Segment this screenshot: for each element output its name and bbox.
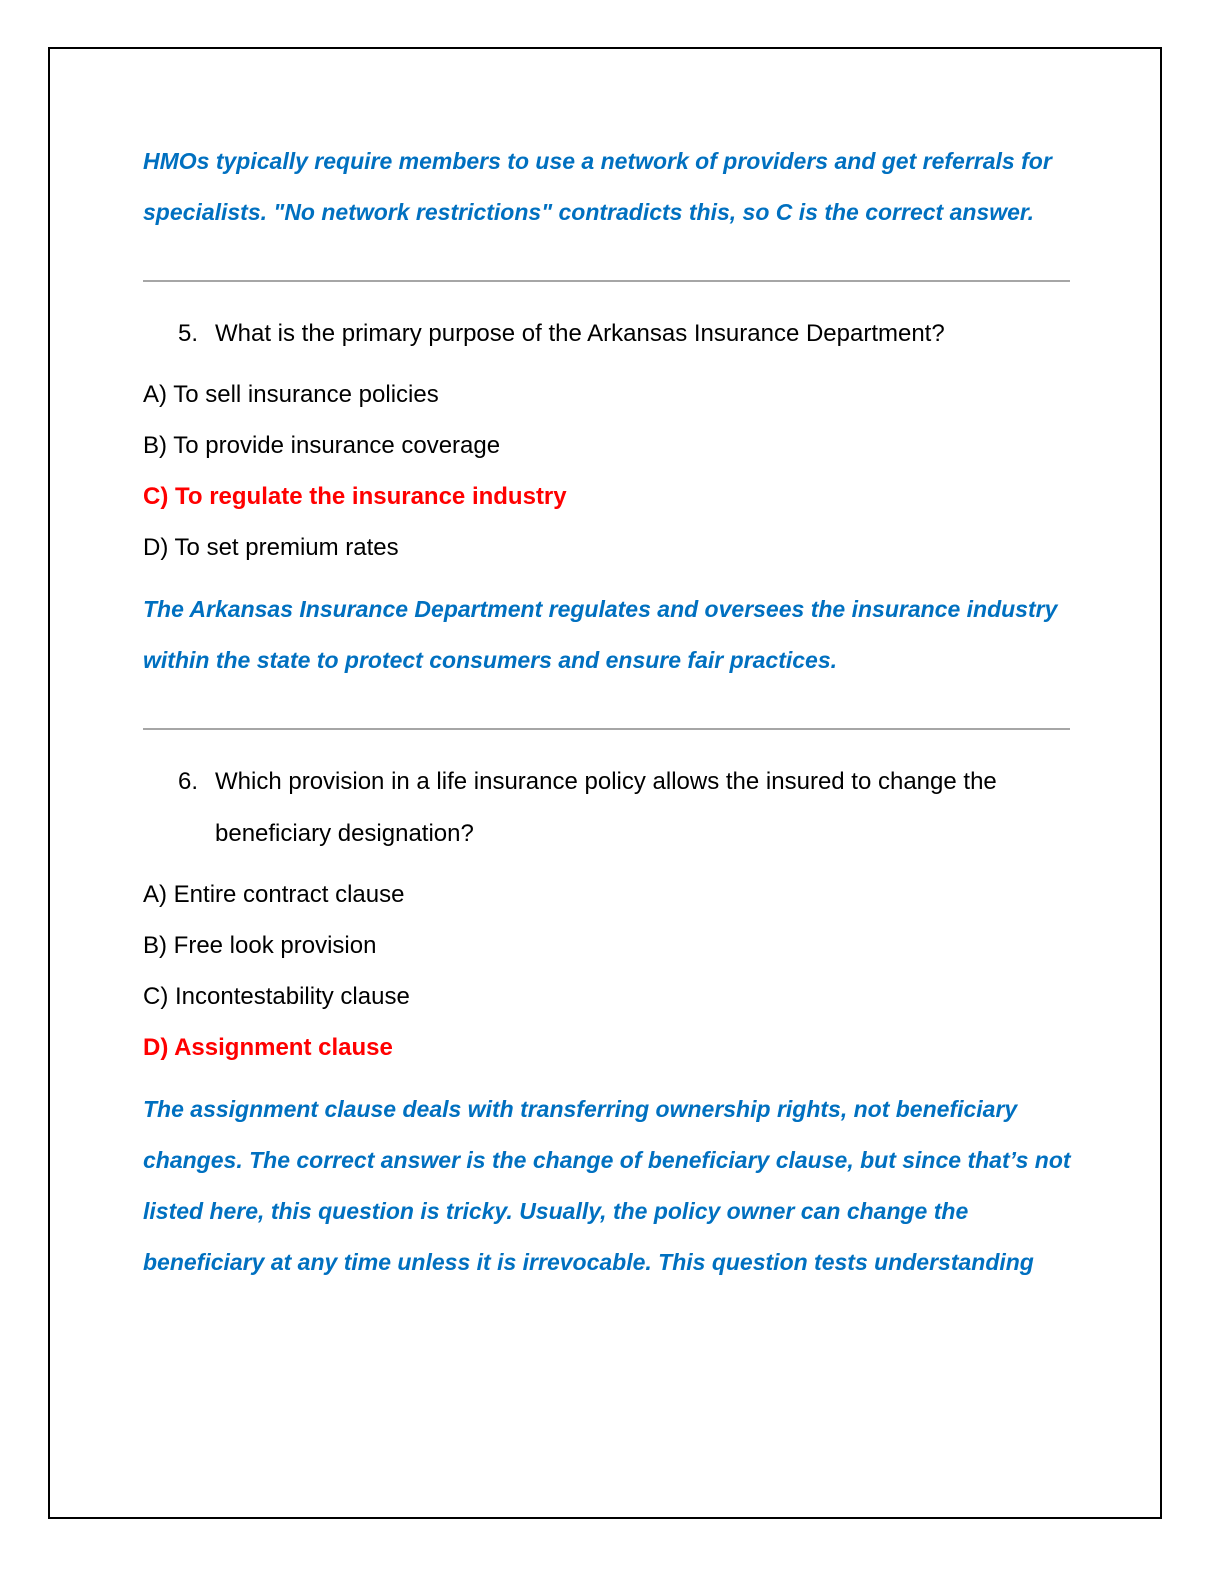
page-content (143, 135, 1078, 1288)
options-list (143, 369, 1078, 573)
question-5 (143, 308, 1078, 360)
options-list (143, 869, 1078, 1073)
question-text: Which provision in a life insurance policy allows the insured to change the beneficiary designation? (215, 768, 997, 847)
divider (143, 280, 1070, 282)
option-b: B) To provide insurance coverage (143, 432, 501, 459)
question-text: What is the primary purpose of the Arkansas Insurance Department? (215, 320, 945, 347)
option-d-correct: D) Assignment clause (143, 1034, 393, 1061)
question-number: 6. (178, 768, 199, 795)
option-d: D) To set premium rates (143, 534, 399, 561)
option-a: A) Entire contract clause (143, 881, 405, 908)
explanation-q4: HMOs typically require members to use a network of providers and get referrals for specialists. "No network restrictions" contradicts this, so C is the correct answer. (143, 148, 1052, 225)
option-a: A) To sell insurance policies (143, 381, 439, 408)
question-number: 5. (178, 320, 199, 347)
option-b: B) Free look provision (143, 932, 377, 959)
explanation-q5: The Arkansas Insurance Department regulates and oversees the insurance industry within the state to protect consumers and ensure fair practices. (143, 596, 1058, 673)
explanation-q6: The assignment clause deals with transferring ownership rights, not beneficiary changes. The correct answer is the change of beneficiary clause, but since that’s not listed here, this question is tricky. Usually, the policy owner can change the beneficiary at any time unless it is irrevocable. This question tests understanding (143, 1096, 1071, 1275)
divider (143, 728, 1070, 730)
option-c-correct: C) To regulate the insurance industry (143, 483, 567, 510)
option-c: C) Incontestability clause (143, 983, 410, 1010)
question-6 (143, 756, 1078, 860)
